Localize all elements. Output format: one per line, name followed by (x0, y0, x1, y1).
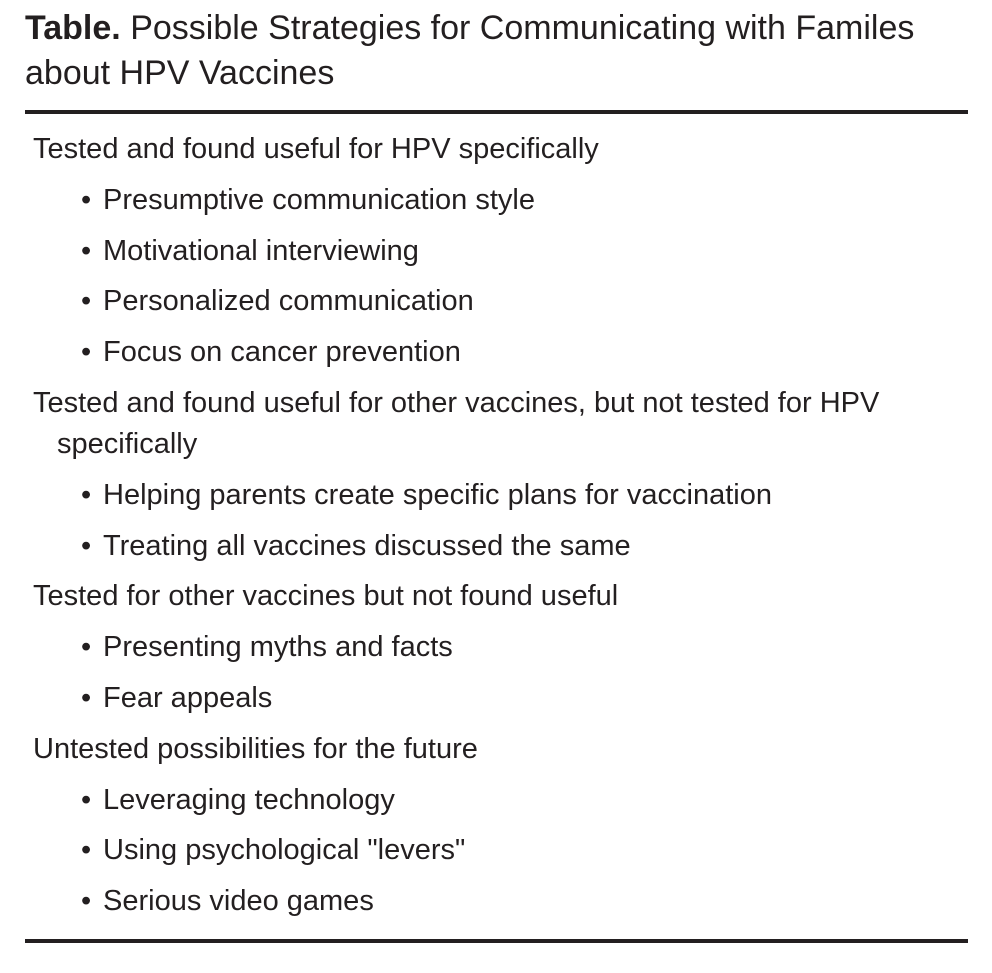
list-item (33, 180, 963, 221)
bullet-icon: • (81, 183, 92, 216)
list-item-text: Presenting myths and facts (103, 631, 453, 664)
bullet-icon: • (81, 631, 92, 664)
list-item-text: Focus on cancer prevention (103, 336, 461, 369)
category-heading: Tested and found useful for other vaccines, but not tested for HPV specifically (33, 386, 880, 460)
table-body (33, 129, 963, 932)
list-item (33, 526, 963, 567)
list-item (33, 830, 963, 871)
list-item-text: Motivational interviewing (103, 234, 419, 267)
list-item-text: Presumptive communication style (103, 183, 535, 216)
list-item (33, 627, 963, 668)
table-label: Table. (25, 9, 121, 47)
bullet-icon: • (81, 234, 92, 267)
bullet-icon: • (81, 285, 92, 318)
bottom-rule (25, 939, 968, 943)
category-heading: Tested for other vaccines but not found useful (33, 580, 619, 613)
list-item (33, 281, 963, 322)
list-item-text: Serious video games (103, 885, 374, 918)
list-item-text: Personalized communication (103, 285, 474, 318)
bullet-icon: • (81, 478, 92, 511)
category-heading: Untested possibilities for the future (33, 732, 478, 765)
list-item (33, 475, 963, 516)
bullet-icon: • (81, 681, 92, 714)
bullet-icon: • (81, 783, 92, 816)
category-heading: Tested and found useful for HPV specifically (33, 133, 599, 165)
bullet-icon: • (81, 885, 92, 918)
list-item (33, 678, 963, 719)
list-item-text: Using psychological "levers" (103, 834, 466, 867)
list-item (33, 332, 963, 373)
list-item-text: Leveraging technology (103, 783, 395, 816)
bullet-icon: • (81, 336, 92, 369)
list-item (33, 881, 963, 922)
list-item-text: Fear appeals (103, 681, 273, 714)
bullet-icon: • (81, 529, 92, 562)
list-item (33, 780, 963, 821)
top-rule (25, 110, 968, 114)
table-title: Possible Strategies for Communicating with Familes about HPV Vaccines (25, 9, 915, 92)
list-item (33, 231, 963, 272)
table-caption (25, 6, 925, 96)
list-item-text: Treating all vaccines discussed the same (103, 529, 631, 562)
bullet-icon: • (81, 834, 92, 867)
list-item-text: Helping parents create specific plans for vaccination (103, 478, 772, 511)
